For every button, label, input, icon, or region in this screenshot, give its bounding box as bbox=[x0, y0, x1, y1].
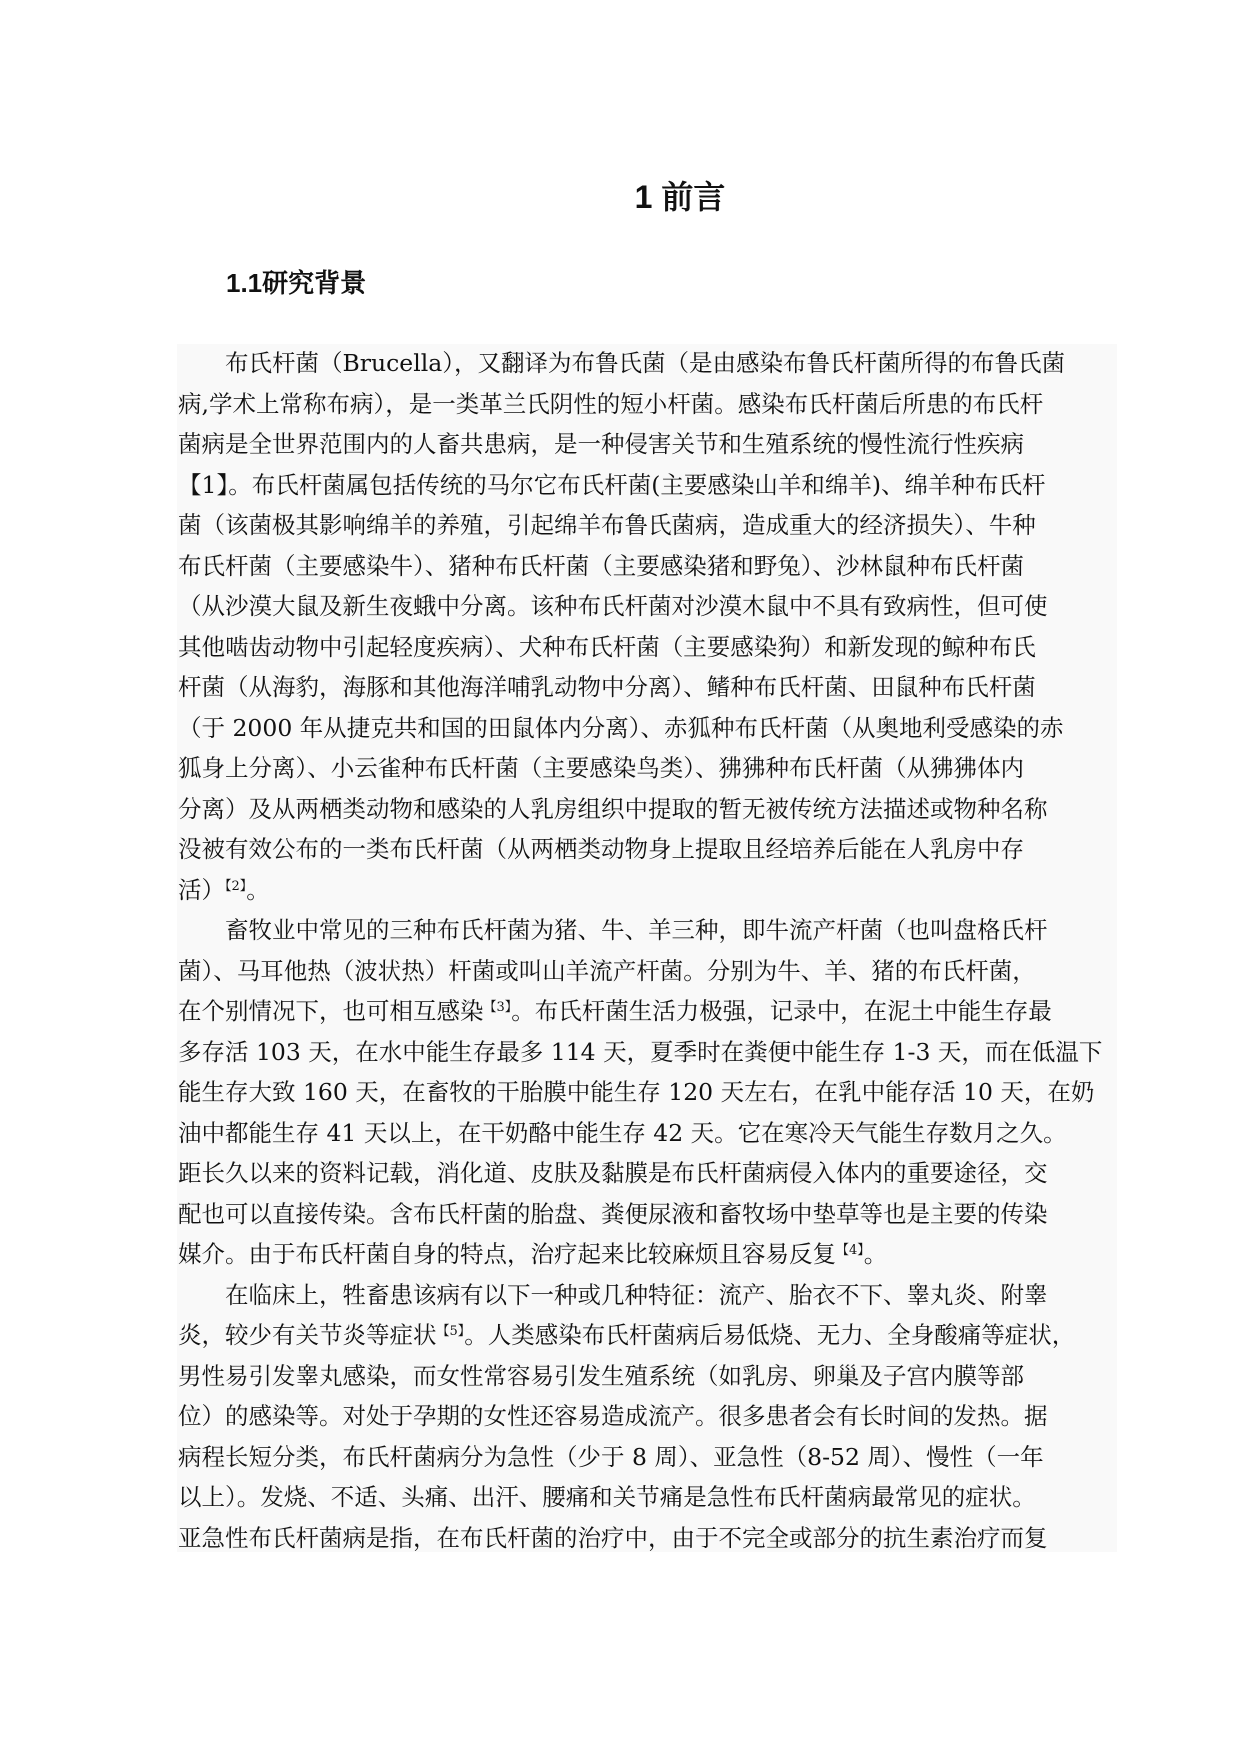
line-text: 亚急性布氏杆菌病是指，在布氏杆菌的治疗中，由于不完全或部分的抗生素治疗而复 bbox=[178, 1523, 1048, 1552]
text-line bbox=[178, 343, 1118, 384]
text-line bbox=[178, 1477, 1118, 1518]
line-text: 位）的感染等。对处于孕期的女性还容易造成流产。很多患者会有长时间的发热。据 bbox=[178, 1402, 1048, 1430]
text-line bbox=[178, 1113, 1118, 1154]
line-text: 菌）、马耳他热（波状热）杆菌或叫山羊流产杆菌。分别为牛、羊、猪的布氏杆菌， bbox=[178, 956, 1036, 985]
line-text: （于 2000 年从捷克共和国的田鼠体内分离）、赤狐种布氏杆菌（从奥地利受感染的赤 bbox=[178, 713, 1064, 742]
text-line bbox=[178, 586, 1118, 627]
section-title: 1.1研究背景 bbox=[226, 268, 367, 298]
text-line bbox=[178, 1153, 1118, 1194]
text-line bbox=[178, 1234, 1118, 1275]
citation-reference: 【3】 bbox=[483, 1000, 512, 1015]
line-text: 分离）及从两栖类动物和感染的人乳房组织中提取的暂无被传统方法描述或物种名称 bbox=[178, 794, 1048, 823]
line-text: 距长久以来的资料记载，消化道、皮肤及黏膜是布氏杆菌病侵入体内的重要途径，交 bbox=[178, 1159, 1048, 1187]
line-text: 畜牧业中常见的三种布氏杆菌为猪、牛、羊三种，即牛流产杆菌（也叫盘格氏杆 bbox=[225, 916, 1048, 944]
text-line bbox=[178, 951, 1118, 992]
line-text: 狐身上分离）、小云雀种布氏杆菌（主要感染鸟类）、狒狒种布氏杆菌（从狒狒体内 bbox=[178, 754, 1024, 782]
line-text: 布氏杆菌（Brucella），又翻译为布鲁氏菌（是由感染布鲁氏杆菌所得的布鲁氏菌 bbox=[225, 349, 1065, 377]
text-line bbox=[178, 627, 1118, 668]
line-text: 病,学术上常称布病），是一类革兰氏阴性的短小杆菌。感染布氏杆菌后所患的布氏杆 bbox=[178, 389, 1044, 418]
text-line bbox=[178, 1275, 1118, 1316]
line-text-after-citation: 。布氏杆菌生活力极强，记录中，在泥土中能生存最 bbox=[511, 997, 1052, 1025]
line-text: 油中都能生存 41 天以上，在干奶酪中能生存 42 天。它在寒冷天气能生存数月之久。 bbox=[178, 1118, 1067, 1147]
text-line bbox=[178, 829, 1118, 870]
text-line bbox=[178, 1356, 1118, 1397]
line-text: 菌病是全世界范围内的人畜共患病，是一种侵害关节和生殖系统的慢性流行性疾病 bbox=[178, 430, 1024, 458]
text-line bbox=[178, 1072, 1118, 1113]
line-text: 【1】。布氏杆菌属包括传统的马尔它布氏杆菌(主要感染山羊和绵羊)、绵羊种布氏杆 bbox=[178, 470, 1046, 499]
line-text: 在临床上，牲畜患该病有以下一种或几种特征：流产、胎衣不下、睾丸炎、附睾 bbox=[225, 1280, 1048, 1309]
line-text: 活） bbox=[178, 875, 225, 904]
text-line bbox=[178, 667, 1118, 708]
line-text: 多存活 103 天，在水中能生存最多 114 天，夏季时在粪便中能生存 1-3 天，而在低温下 bbox=[178, 1037, 1103, 1066]
text-line bbox=[178, 748, 1118, 789]
text-line bbox=[178, 708, 1118, 749]
line-text: 其他啮齿动物中引起轻度疾病）、犬种布氏杆菌（主要感染狗）和新发现的鲸种布氏 bbox=[178, 632, 1036, 661]
line-text: 在个别情况下，也可相互感染 bbox=[178, 997, 484, 1025]
chapter-title: 1 前言 bbox=[634, 179, 726, 215]
line-text: 能生存大致 160 天，在畜牧的干胎膜中能生存 120 天左右，在乳中能存活 10 天，在奶 bbox=[178, 1078, 1095, 1106]
text-line bbox=[178, 870, 1118, 911]
line-text: 配也可以直接传染。含布氏杆菌的胎盘、粪便尿液和畜牧场中垫草等也是主要的传染 bbox=[178, 1199, 1048, 1228]
citation-reference: 【4】 bbox=[836, 1243, 864, 1258]
text-line bbox=[178, 1518, 1118, 1559]
line-text: 布氏杆菌（主要感染牛）、猪种布氏杆菌（主要感染猪和野兔）、沙林鼠种布氏杆菌 bbox=[178, 551, 1024, 580]
line-text: 病程长短分类，布氏杆菌病分为急性（少于 8 周）、亚急性（8-52 周）、慢性（一年 bbox=[178, 1442, 1044, 1471]
text-line bbox=[178, 789, 1118, 830]
line-text: （从沙漠大鼠及新生夜蛾中分离。该种布氏杆菌对沙漠木鼠中不具有致病性，但可使 bbox=[178, 592, 1048, 620]
line-text: 男性易引发睾丸感染，而女性常容易引发生殖系统（如乳房、卵巢及子宫内膜等部 bbox=[178, 1361, 1024, 1390]
text-line bbox=[178, 465, 1118, 506]
text-line bbox=[178, 505, 1118, 546]
line-text-after-citation: 。 bbox=[246, 875, 270, 904]
citation-reference: 【5】 bbox=[436, 1324, 465, 1339]
text-line bbox=[178, 991, 1118, 1032]
text-line bbox=[178, 1315, 1118, 1356]
line-text: 媒介。由于布氏杆菌自身的特点，治疗起来比较麻烦且容易反复 bbox=[178, 1240, 836, 1268]
line-text: 菌（该菌极其影响绵羊的养殖，引起绵羊布鲁氏菌病，造成重大的经济损失）、牛种 bbox=[178, 511, 1036, 539]
text-line bbox=[178, 1437, 1118, 1478]
text-line bbox=[178, 1032, 1118, 1073]
text-line bbox=[178, 1194, 1118, 1235]
line-text: 杆菌（从海豹，海豚和其他海洋哺乳动物中分离）、鳍种布氏杆菌、田鼠种布氏杆菌 bbox=[178, 673, 1036, 701]
body-text bbox=[178, 343, 1118, 1558]
text-line bbox=[178, 424, 1118, 465]
text-line bbox=[178, 384, 1118, 425]
line-text-after-citation: 。人类感染布氏杆菌病后易低烧、无力、全身酸痛等症状， bbox=[464, 1321, 1076, 1349]
line-text: 以上）。发烧、不适、头痛、出汗、腰痛和关节痛是急性布氏杆菌病最常见的症状。 bbox=[178, 1483, 1036, 1511]
text-line bbox=[178, 546, 1118, 587]
line-text: 炎，较少有关节炎等症状 bbox=[178, 1321, 437, 1349]
text-line bbox=[178, 1396, 1118, 1437]
text-line bbox=[178, 910, 1118, 951]
line-text: 没被有效公布的一类布氏杆菌（从两栖类动物身上提取且经培养后能在人乳房中存 bbox=[178, 835, 1024, 863]
line-text-after-citation: 。 bbox=[863, 1240, 888, 1268]
citation-reference: 【2】 bbox=[225, 878, 247, 894]
